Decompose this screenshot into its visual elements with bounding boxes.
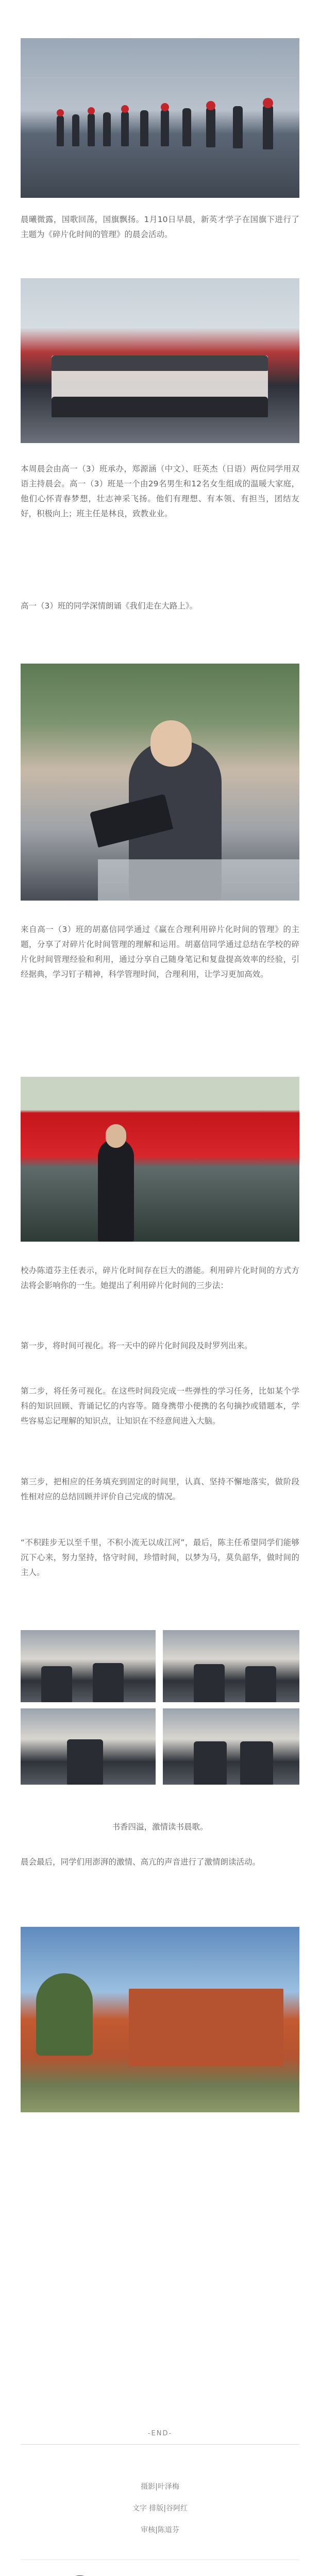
credit-text-layout: 文字 排版|谷阿红 [132,2504,188,2513]
photo-campus-building [21,1927,299,2112]
teacher-paragraph-5: “不积跬步无以至千里，不积小流无以成江河”，最后，陈主任希望同学们能够沉下心来，努力坚持，恪守时间，珍惜时间，以梦为马，莫负韶华，做时间的主人。 [21,1538,299,1577]
photo-flag-ceremony [21,38,299,198]
end-divider [21,2444,299,2445]
photo-reading-3 [21,1708,156,1785]
closing-paragraph-1: 书香四溢，激情读书晨歌。 [112,1822,208,1832]
photo-reading-4 [163,1708,299,1785]
intro-paragraph: 晨曦微露，国歌回荡，国旗飘扬。1月10日早晨，新英才学子在国旗下进行了主题为《碎片化时间的管理》的晨会活动。 [21,215,299,239]
photo-student-speaker [21,664,299,901]
teacher-paragraph-3: 第二步，将任务可视化。在这些时间段完成一些弹性的学习任务，比如某个学科的知识回顾、背诵记忆的内容等。随身携带小便携的名句摘抄或错题本，学些容易忘记理解的知识点，让知识在不经意间进入大脑。 [21,1386,299,1426]
speech-paragraph: 来自高一（3）班的胡嘉信同学通过《赢在合理利用碎片化时间的管理》的主题，分享了对碎片化时间管理的理解和运用。胡嘉信同学通过总结在学校的碎片化时间管理经验和利用，通过分享自己随身笔记和复盘提高效率的经验，引经据典，学习钉子精神，科学管理时间，合理利用，让学习更加高效。 [21,925,299,979]
photo-teacher-banner [21,1077,299,1242]
credit-review: 审核|陈道芬 [141,2526,179,2534]
end-marker: -END- [147,2430,173,2437]
photo-class-choir [21,278,299,443]
photo-reading-1 [21,1630,156,1702]
teacher-paragraph-2: 第一步，将时间可视化。将一天中的碎片化时间段及时罗列出来。 [21,1341,252,1350]
host-paragraph: 本周晨会由高一（3）班承办，郑源涵（中文）、旺英杰（日语）两位同学用双语主持晨会。高一（3）班是一个由29名男生和12名女生组成的温暖大家庭，他们心怀青春梦想，壮志神采飞扬。他们有理想、有本领、有担当，团结友好，积极向上；班主任是林良，致教业业。 [21,464,299,518]
closing-paragraph-2: 晨会最后，同学们用澎湃的激情、高亢的声音进行了激情朗读活动。 [21,1857,261,1867]
teacher-paragraph-4: 第三步，把相应的任务填充到固定的时间里，认真、坚持不懈地落实，做阶段性相对应的总结回顾并评价自己完成的情况。 [21,1477,299,1501]
teacher-paragraph-1: 校办陈道芬主任表示，碎片化时间存在巨大的潜能。利用碎片化时间的方式方法将会影响你的一生。她提出了利用碎片化时间的三步法： [21,1266,299,1290]
recital-paragraph: 高一（3）班的同学深情朗诵《我们走在大路上》。 [21,601,198,611]
school-footer-card [21,2560,299,2576]
credit-photo: 摄影|叶泽梅 [141,2483,179,2491]
photo-reading-2 [163,1630,299,1702]
